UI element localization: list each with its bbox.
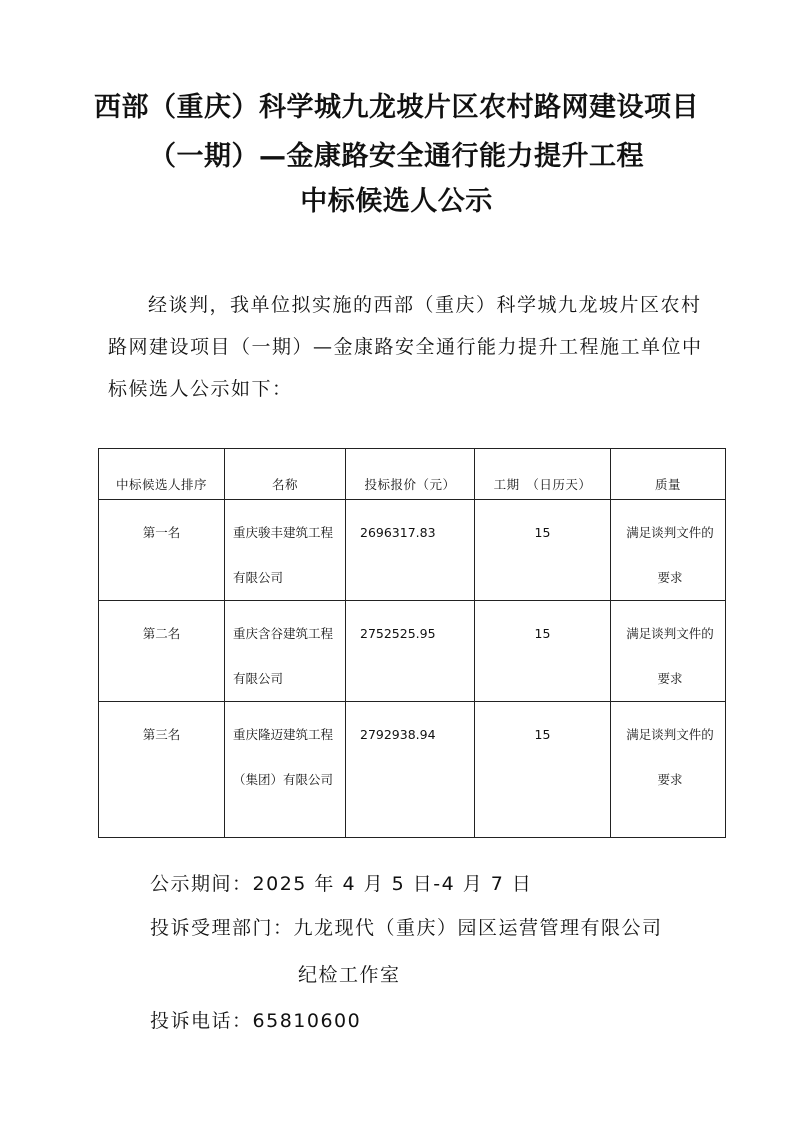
document-title-line-1: 西部（重庆）科学城九龙坡片区农村路网建设项目 (94, 92, 699, 123)
header-period: 工期 （日历天） (475, 449, 611, 500)
row-rank: 第三名 (99, 702, 225, 838)
header-name: 名称 (225, 449, 346, 500)
row-period: 15 (475, 702, 611, 838)
row-quality: 满足谈判文件的要求 (611, 500, 726, 601)
complaint-phone (150, 1006, 361, 1033)
header-rank: 中标候选人排序 (99, 449, 225, 500)
row-rank: 第一名 (99, 500, 225, 601)
candidates-table (98, 448, 726, 838)
table-header-row (99, 449, 726, 500)
row-name: 重庆含谷建筑工程有限公司 (225, 601, 346, 702)
row-quality: 满足谈判文件的要求 (611, 601, 726, 702)
table-row (99, 702, 726, 838)
row-period: 15 (475, 601, 611, 702)
row-name: 重庆隆迈建筑工程（集团）有限公司 (225, 702, 346, 838)
row-quality: 满足谈判文件的要求 (611, 702, 726, 838)
complaint-department-label: 投诉受理部门： (150, 917, 294, 939)
complaint-phone-value: 65810600 (252, 1010, 362, 1032)
header-price: 投标报价（元） (346, 449, 475, 500)
row-period: 15 (475, 500, 611, 601)
table-row (99, 500, 726, 601)
row-price: 2792938.94 (346, 702, 475, 838)
publicity-period-value: 2025 年 4 月 5 日-4 月 7 日 (252, 873, 533, 895)
row-price: 2752525.95 (346, 601, 475, 702)
complaint-department-value: 九龙现代（重庆）园区运营管理有限公司 (293, 917, 663, 939)
document-title-line-2: （一期）—金康路安全通行能力提升工程 (149, 141, 644, 172)
complaint-department (150, 913, 663, 940)
row-name: 重庆骏丰建筑工程有限公司 (225, 500, 346, 601)
row-rank: 第二名 (99, 601, 225, 702)
document-title-line-3: 中标候选人公示 (300, 186, 493, 217)
header-quality: 质量 (611, 449, 726, 500)
row-price: 2696317.83 (346, 500, 475, 601)
complaint-department-office: 纪检工作室 (298, 964, 401, 986)
publicity-period (150, 869, 532, 896)
complaint-phone-label: 投诉电话： (150, 1010, 253, 1032)
table-row (99, 601, 726, 702)
intro-paragraph: 经谈判，我单位拟实施的西部（重庆）科学城九龙坡片区农村路网建设项目（一期）—金康路安全通行能力提升工程施工单位中标候选人公示如下： (108, 294, 703, 400)
publicity-period-label: 公示期间： (150, 873, 253, 895)
